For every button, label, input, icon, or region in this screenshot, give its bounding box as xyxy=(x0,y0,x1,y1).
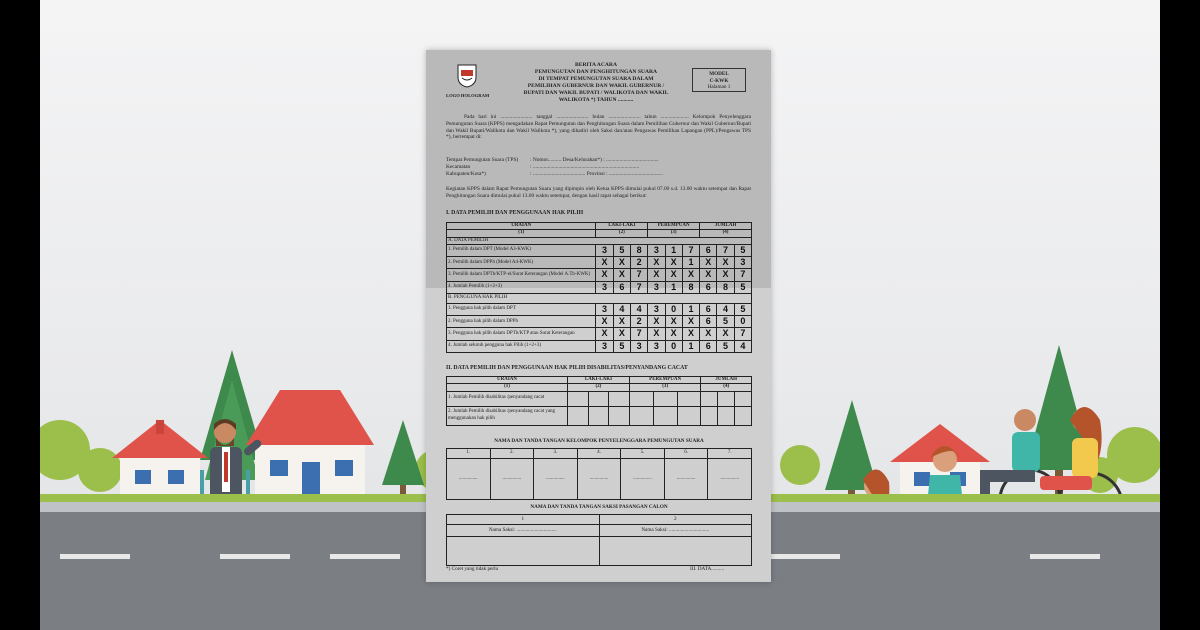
digit-cell: 3 xyxy=(596,281,613,293)
saksi-title: NAMA DAN TANDA TANGAN SAKSI PASANGAN CALON xyxy=(530,504,668,510)
row-label: 2. Pengguna hak pilih dalam DPPh xyxy=(447,316,596,328)
digit-cell: 4 xyxy=(613,303,630,315)
voter-data-table: URAIAN LAKI-LAKI PEREMPUAN JUMLAH (1) (2) (3) (4) A. DATA PEMILIH 1. Pemilih dalam DPT (Model A3-KWK) 3 5 8 3 1 7 6 7 5 2. Pemilih dalam DPPh (Model A4-KWK) X X 2 X X 1 X X 3 3. Pemilih dalam DPTb/KTP-el/Surat Keterangan (Model A.Tb-KWK) X X 7 X X X X X 7 4. Jumlah Pemilih (1+2+3) 3 6 7 3 1 8 6 8 5 B. PENGGUNA HAK PILIH 1. Pengguna hak pilih dalam DPT 3 4 4 3 0 1 6 4 5 2. Pengguna hak pilih dalam DPPh X X 2 X X X 6 5 0 3. Pengguna hak pilih dalam DPTb/KTP atau Surat Keterangan X X 7 X X X X X 7 4. Jumlah seluruh pengguna hak Pilih (1+2+3) 3 5 3 3 0 1 6 5 4 xyxy=(446,222,752,353)
digit-cell: 7 xyxy=(734,269,751,281)
digit-cell: 4 xyxy=(630,303,647,315)
group-label: B. PENGGUNA HAK PILIH xyxy=(447,293,752,303)
house-icon xyxy=(246,390,374,500)
digit-cell: 1 xyxy=(665,244,682,256)
footnote: *) Coret yang tidak perlu xyxy=(446,566,499,572)
digit-cell: 5 xyxy=(734,303,751,315)
digit-cell: 3 xyxy=(596,340,613,352)
digit-cell: 8 xyxy=(717,281,734,293)
digit-cell: 7 xyxy=(734,328,751,340)
witness-signature-table: 1 2 Nama Saksi: ............................... Nama Saksi: ............................... xyxy=(446,514,752,566)
form-heading: BERITA ACARA PEMUNGUTAN DAN PENGHITUNGAN SUARA DI TEMPAT PEMUNGUTAN SUARA DALAM PEMILIHAN GUBERNUR DAN WAKIL GUBERNUR / BUPATI DAN WAKIL BUPATI / WALIKOTA DAN WAKIL WALIKOTA *) TAHUN ........... xyxy=(523,62,669,103)
digit-cell: 5 xyxy=(734,281,751,293)
digit-cell: 3 xyxy=(648,281,665,293)
digit-cell: 3 xyxy=(648,340,665,352)
intro-paragraph: Pada hari ini ........................ tanggal ........................ bulan ........................ tahun ..................... Kelompok Penyelenggara Pemungutan Suara (KPPS) mengadakan Rapat Pemungutan dan Penghitungan Suara dalam Pemilihan Gubernur dan Wakil Gubernur/Bupati dan Wakil Bupati/Walikota dan Wakil Walikota *), yang dihadiri oleh Saksi dan/atau Pengawas Pemilihan Lapangan (PPL)/Pengawas TPS *), bertempat di: xyxy=(446,114,751,141)
table-row xyxy=(447,340,752,352)
digit-cell: 3 xyxy=(648,303,665,315)
digit-cell: X xyxy=(717,269,734,281)
digit-cell: 7 xyxy=(630,328,647,340)
digit-cell: X xyxy=(596,269,613,281)
digit-cell: 4 xyxy=(734,340,751,352)
road-marking xyxy=(60,554,130,559)
digit-cell: X xyxy=(596,328,613,340)
digit-cell: X xyxy=(613,316,630,328)
kpu-logo-icon xyxy=(456,62,478,88)
activity-paragraph: Kegiatan KPPS dalam Rapat Pemungutan Suara yang dipimpin oleh Ketua KPPS dimulai pukul 07.00 s.d. 13.00 waktu setempat dan Rapat Penghitungan Suara dimulai pukul 13.00 waktu setempat, dengan hasil rapat sebagai berikut: xyxy=(446,186,751,199)
row-label: 2. Pemilih dalam DPPh (Model A4-KWK) xyxy=(447,257,596,269)
digit-cell: X xyxy=(665,316,682,328)
digit-cell: 6 xyxy=(700,281,717,293)
kpps-title: NAMA DAN TANDA TANGAN KELOMPOK PENYELENGGARA PEMUNGUTAN SUARA xyxy=(494,438,704,444)
house-icon xyxy=(112,420,208,500)
road-marking xyxy=(330,554,400,559)
col-header: LAKI-LAKI xyxy=(596,223,648,230)
digit-cell: 3 xyxy=(648,244,665,256)
digit-cell: 8 xyxy=(630,244,647,256)
row-label: 1. Pengguna hak pilih dalam DPT xyxy=(447,303,596,315)
digit-cell: X xyxy=(596,316,613,328)
digit-cell: 0 xyxy=(734,316,751,328)
disability-table: URAIAN LAKI-LAKI PEREMPUAN JUMLAH (1) (2) (3) (4) 1. Jumlah Pemilih disabilitas /penyandang cacat 2. Jumlah Pemilih disabilitas /penyandang cacat yang menggunakan hak pilih xyxy=(446,376,752,426)
digit-cell: X xyxy=(648,316,665,328)
digit-cell: X xyxy=(717,328,734,340)
col-header: PEREMPUAN xyxy=(648,223,700,230)
digit-cell: 2 xyxy=(630,257,647,269)
location-lines: Tempat Pemungutan Suara (TPS) : Nomor.......... Desa/Kelurahan*) : ....................................... Kecamatan : ............................................................................... Kabupaten/Kota*) : ....................................... Provinsi : ........................................ xyxy=(446,157,663,177)
kpps-signature-table: 1. 2. 3. 4. 5. 6. 7. ............... ............... ............... ............... ............... ............... ............... xyxy=(446,448,752,500)
digit-cell: 6 xyxy=(700,316,717,328)
digit-cell: 0 xyxy=(665,340,682,352)
digit-cell: 7 xyxy=(717,244,734,256)
digit-cell: 3 xyxy=(630,340,647,352)
digit-cell: X xyxy=(648,269,665,281)
digit-cell: 5 xyxy=(613,244,630,256)
logo-caption: LOGO HOLOGRAM xyxy=(446,93,490,98)
digit-cell: 7 xyxy=(630,269,647,281)
digit-cell: X xyxy=(682,269,699,281)
digit-cell: 1 xyxy=(682,257,699,269)
digit-cell: X xyxy=(665,269,682,281)
digit-cell: X xyxy=(613,269,630,281)
letterbox-left xyxy=(0,0,40,630)
digit-cell: X xyxy=(596,257,613,269)
digit-cell: X xyxy=(700,257,717,269)
digit-cell: 5 xyxy=(717,340,734,352)
digit-cell: 7 xyxy=(630,281,647,293)
digit-cell: X xyxy=(648,257,665,269)
group-label: A. DATA PEMILIH xyxy=(447,237,752,244)
table-row xyxy=(447,281,752,293)
digit-cell: X xyxy=(665,257,682,269)
section-1-title: I. DATA PEMILIH DAN PENGGUNAAN HAK PILIH xyxy=(446,210,584,216)
digit-cell: 4 xyxy=(717,303,734,315)
row-label: 3. Pengguna hak pilih dalam DPTb/KTP atau Surat Keterangan xyxy=(447,328,596,340)
col-header: URAIAN xyxy=(447,223,596,230)
road-marking xyxy=(220,554,290,559)
digit-cell: 5 xyxy=(613,340,630,352)
table-row xyxy=(447,269,752,281)
digit-cell: X xyxy=(717,257,734,269)
digit-cell: 6 xyxy=(700,244,717,256)
digit-cell: X xyxy=(613,257,630,269)
digit-cell: 1 xyxy=(682,303,699,315)
digit-cell: 8 xyxy=(682,281,699,293)
digit-cell: 7 xyxy=(682,244,699,256)
road-marking xyxy=(1030,554,1100,559)
table-row xyxy=(447,303,752,315)
row-label: 3. Pemilih dalam DPTb/KTP-el/Surat Keterangan (Model A.Tb-KWK) xyxy=(447,269,596,281)
digit-cell: 6 xyxy=(700,340,717,352)
digit-cell: 1 xyxy=(682,340,699,352)
section-2-title: II. DATA PEMILIH DAN PENGGUNAAN HAK PILIH DISABILITAS/PENYANDANG CACAT xyxy=(446,365,688,371)
table-row: 2. Jumlah Pemilih disabilitas /penyandang cacat yang menggunakan hak pilih xyxy=(447,406,752,425)
digit-cell: X xyxy=(700,269,717,281)
letterbox-right xyxy=(1160,0,1200,630)
digit-cell: X xyxy=(613,328,630,340)
digit-cell: 5 xyxy=(717,316,734,328)
digit-cell: 2 xyxy=(630,316,647,328)
digit-cell: 0 xyxy=(665,303,682,315)
digit-cell: 3 xyxy=(734,257,751,269)
digit-cell: X xyxy=(682,316,699,328)
digit-cell: X xyxy=(665,328,682,340)
digit-cell: 6 xyxy=(700,303,717,315)
table-row xyxy=(447,328,752,340)
ballot-count-form xyxy=(426,50,771,582)
road-marking xyxy=(770,554,840,559)
table-row xyxy=(447,257,752,269)
digit-cell: 1 xyxy=(665,281,682,293)
table-row xyxy=(447,316,752,328)
row-label: 4. Jumlah Pemilih (1+2+3) xyxy=(447,281,596,293)
table-row: 1. Jumlah Pemilih disabilitas /penyandang cacat xyxy=(447,391,752,406)
digit-cell: X xyxy=(700,328,717,340)
digit-cell: 5 xyxy=(734,244,751,256)
row-label: 1. Pemilih dalam DPT (Model A3-KWK) xyxy=(447,244,596,256)
digit-cell: 3 xyxy=(596,303,613,315)
background-scene xyxy=(40,0,1160,630)
digit-cell: X xyxy=(648,328,665,340)
model-box: MODEL C-KWK Halaman 1 xyxy=(692,68,746,92)
digit-cell: 3 xyxy=(596,244,613,256)
footer-right: III. DATA.......... xyxy=(690,566,725,572)
digit-cell: 6 xyxy=(613,281,630,293)
digit-cell: X xyxy=(682,328,699,340)
table-row xyxy=(447,244,752,256)
col-header: JUMLAH xyxy=(700,223,752,230)
row-label: 4. Jumlah seluruh pengguna hak Pilih (1+2+3) xyxy=(447,340,596,352)
